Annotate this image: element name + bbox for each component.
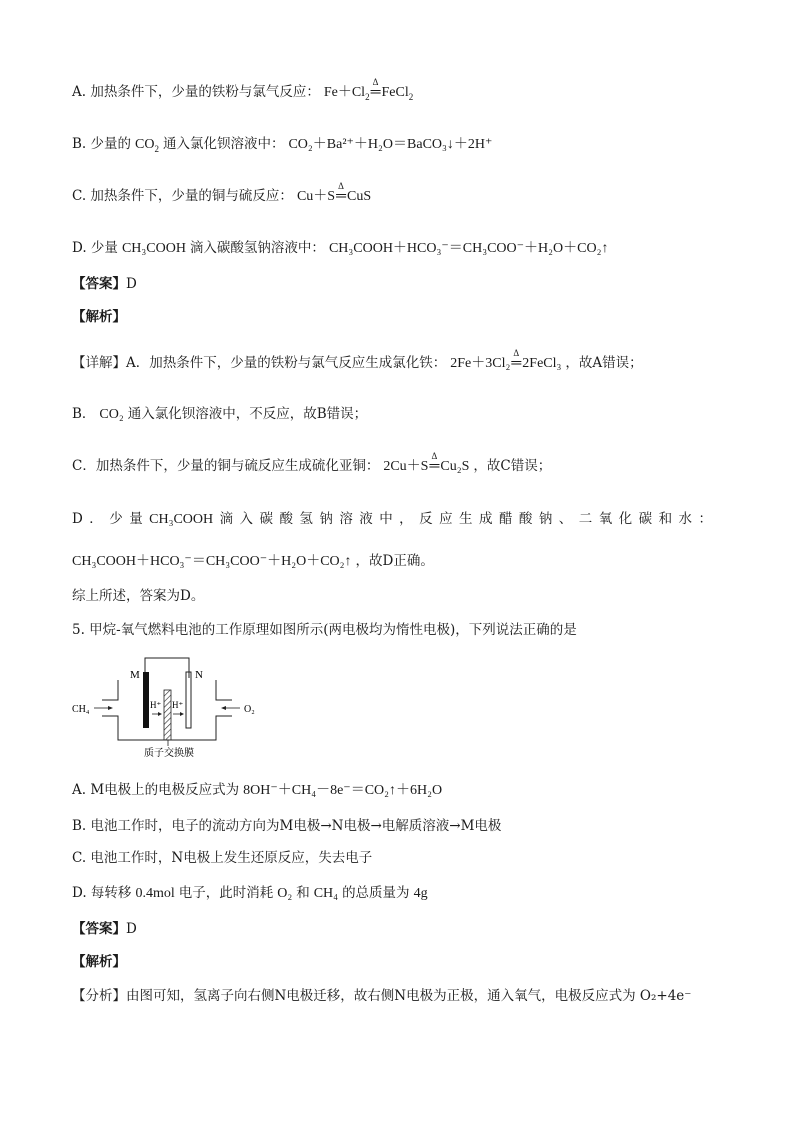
label-n: N (195, 669, 203, 681)
external-wire (145, 658, 189, 678)
electrode-m (143, 672, 149, 728)
justified-char: 和 (658, 511, 673, 527)
label-o2: O₂ (244, 704, 255, 715)
justified-char: 氧 (598, 511, 613, 527)
justified-char: 入 (239, 511, 254, 527)
q5-stem: 5. 甲烷-氧气燃料电池的工作原理如图所示(两电极均为惰性电极)，下列说法正确的是 (72, 622, 577, 638)
label-h-left: H⁺ (150, 700, 162, 710)
fuel-cell-diagram (72, 652, 262, 762)
q5-option-d: D. 每转移 0.4mol 电子，此时消耗 O₂ 和 CH₄ 的总质量为 4g (72, 885, 428, 901)
justified-char: 反 (419, 511, 433, 527)
heat-symbol: Δ ═ (511, 354, 521, 374)
justified-char: 碳 (259, 511, 273, 527)
q4-option-c: C. 加热条件下，少量的铜与硫反应： Cu＋SΔ ═CuS (72, 186, 375, 207)
justified-char: 液 (359, 511, 373, 527)
arrow-icon (108, 706, 113, 710)
justified-char: 碳 (638, 511, 653, 527)
justified-char: 醋 (498, 511, 513, 527)
q5-option-c: C. 电池工作时，N电极上发生还原反应，失去电子 (72, 850, 373, 866)
q5-analysis: 【分析】由图可知，氢离子向右侧N电极迁移，故右侧N电极为正极，通入氧气，电极反应式为 O₂+4e⁻ (72, 988, 692, 1004)
q4-summary: 综上所述，答案为D。 (72, 588, 205, 604)
justified-char: 酸 (518, 511, 533, 527)
justified-char: 生 (459, 511, 473, 527)
q4-option-b: B. 少量的 $CO_2$ 通入氯化钡溶液中： CO₂＋Ba²⁺＋H₂O＝BaCO₃↓＋2H⁺ (72, 136, 493, 154)
q5-option-b: B. 电池工作时，电子的流动方向为M电极→N电极→电解质溶液→M电极 (72, 818, 502, 834)
q4-option-d: D. 少量 CH₃COOH 滴入碳酸氢钠溶液中： CH₃COOH＋HCO₃⁻＝CH₃COO⁻＋H₂O＋CO₂↑ (72, 238, 612, 259)
justified-char: 量 (129, 511, 143, 527)
q5-option-a: A. M电极上的电极反应式为 8OH⁻＋CH₄－8e⁻＝CO₂↑＋6H₂O (72, 782, 443, 798)
justified-char: ． (89, 511, 103, 527)
q4-option-c-equation: Cu＋SΔ ═CuS (297, 187, 371, 207)
justified-char: 溶 (339, 511, 353, 527)
q4-detail-a: 【详解】A．加热条件下，少量的铁粉与氯气反应生成氯化铁： 2Fe＋3Cl₂Δ ═2FeCl₃ ，故A错误； (72, 353, 643, 374)
justified-char: 应 (439, 511, 453, 527)
heat-symbol: Δ ═ (429, 457, 439, 477)
justified-char: ： (698, 511, 712, 527)
justified-char: ， (399, 511, 413, 527)
q4-detail-d-line2: CH₃COOH＋HCO₃⁻＝CH₃COO⁻＋H₂O＋CO₂↑ ，故D正确。 (72, 553, 434, 569)
justified-char: 酸 (279, 511, 293, 527)
q4-analysis-label: 【解析】 (72, 309, 126, 325)
electrode-n (186, 672, 191, 728)
q5-answer: 【答案】 D (72, 921, 137, 937)
arrow-icon (158, 712, 162, 716)
q4-option-a: A. 加热条件下，少量的铁粉与氯气反应： $Fe+Cl_2\Delta$ ═FeCl$_2$ (72, 82, 417, 107)
label-ch4: CH₄ (72, 704, 90, 715)
label-h-right: H⁺ (172, 700, 184, 710)
q5-analysis-label: 【解析】 (72, 954, 126, 970)
justified-char: D (72, 511, 83, 527)
proton-exchange-membrane (164, 690, 171, 740)
arrow-icon (180, 712, 184, 716)
justified-char: 少 (109, 511, 123, 527)
label-m: M (130, 669, 140, 681)
justified-char: 滴 (219, 511, 234, 527)
justified-char: 二 (578, 511, 593, 527)
q4-option-b-equation: CO₂＋Ba²⁺＋H₂O＝BaCO₃↓＋2H⁺ (288, 137, 493, 152)
justified-char: 钠 (319, 511, 333, 527)
justified-char: 钠 (538, 511, 553, 527)
justified-char: CH₃COOH (149, 512, 214, 527)
q4-detail-b: B． CO₂ 通入氯化钡溶液中，不反应，故B错误； (72, 406, 368, 422)
q4-option-a-equation: $Fe+Cl_2\Delta$ ═FeCl$_2$ (324, 83, 413, 107)
heat-symbol: Δ ═ (371, 83, 381, 103)
q4-option-d-equation: CH₃COOH＋HCO₃⁻＝CH₃COO⁻＋H₂O＋CO₂↑ (328, 241, 609, 256)
justified-char: 化 (618, 511, 633, 527)
q4-detail-c: C．加热条件下，少量的铜与硫反应生成硫化亚铜： 2Cu＋SΔ ═Cu₂S ，故C错误； (72, 456, 551, 477)
justified-char: 、 (558, 511, 573, 527)
q4-answer: 【答案】 D (72, 276, 137, 292)
diagram-caption: 质子交换膜 (144, 748, 194, 759)
arrow-icon (221, 706, 226, 710)
heat-symbol: Δ ═ (336, 187, 346, 207)
justified-char: 水 (678, 511, 693, 527)
justified-char: 成 (478, 511, 493, 527)
justified-char: 氢 (299, 511, 313, 527)
justified-char: 中 (379, 511, 393, 527)
q4-detail-d-line1 (72, 509, 712, 530)
